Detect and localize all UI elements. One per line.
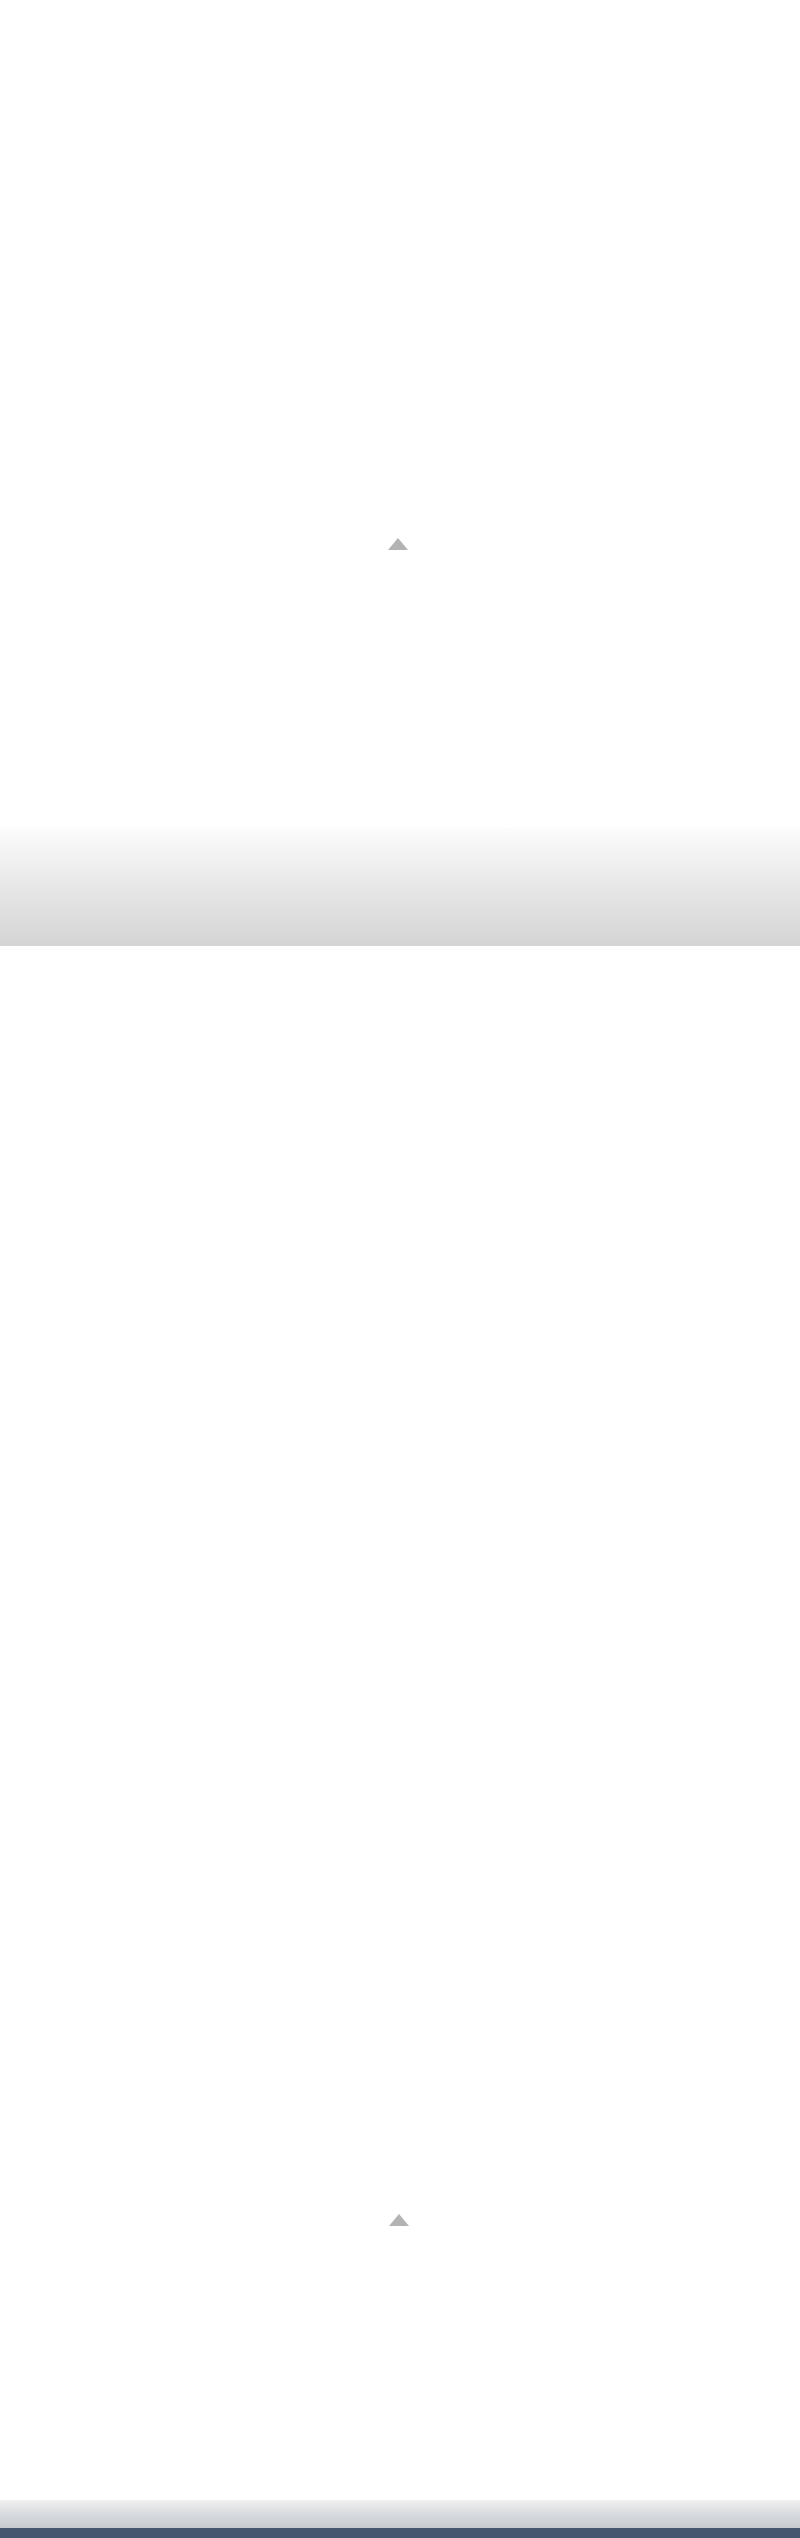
footer-bar (0, 2528, 800, 2538)
figure3-caption-line (0, 719, 800, 758)
bottom-divider (0, 2500, 800, 2528)
figure3-caption-line (0, 602, 800, 641)
figure3-caption-line (0, 641, 800, 680)
figure3-cumulative-incidence-charts (0, 0, 800, 445)
figure3-caption-line (0, 758, 800, 797)
figure3-caption-line (0, 680, 800, 719)
figure3-caption (0, 602, 800, 797)
figure4-forest-plot (0, 1900, 800, 2160)
section-divider (0, 828, 800, 946)
collapse-triangle-icon[interactable] (389, 2214, 409, 2226)
collapse-triangle-icon[interactable] (388, 538, 408, 550)
